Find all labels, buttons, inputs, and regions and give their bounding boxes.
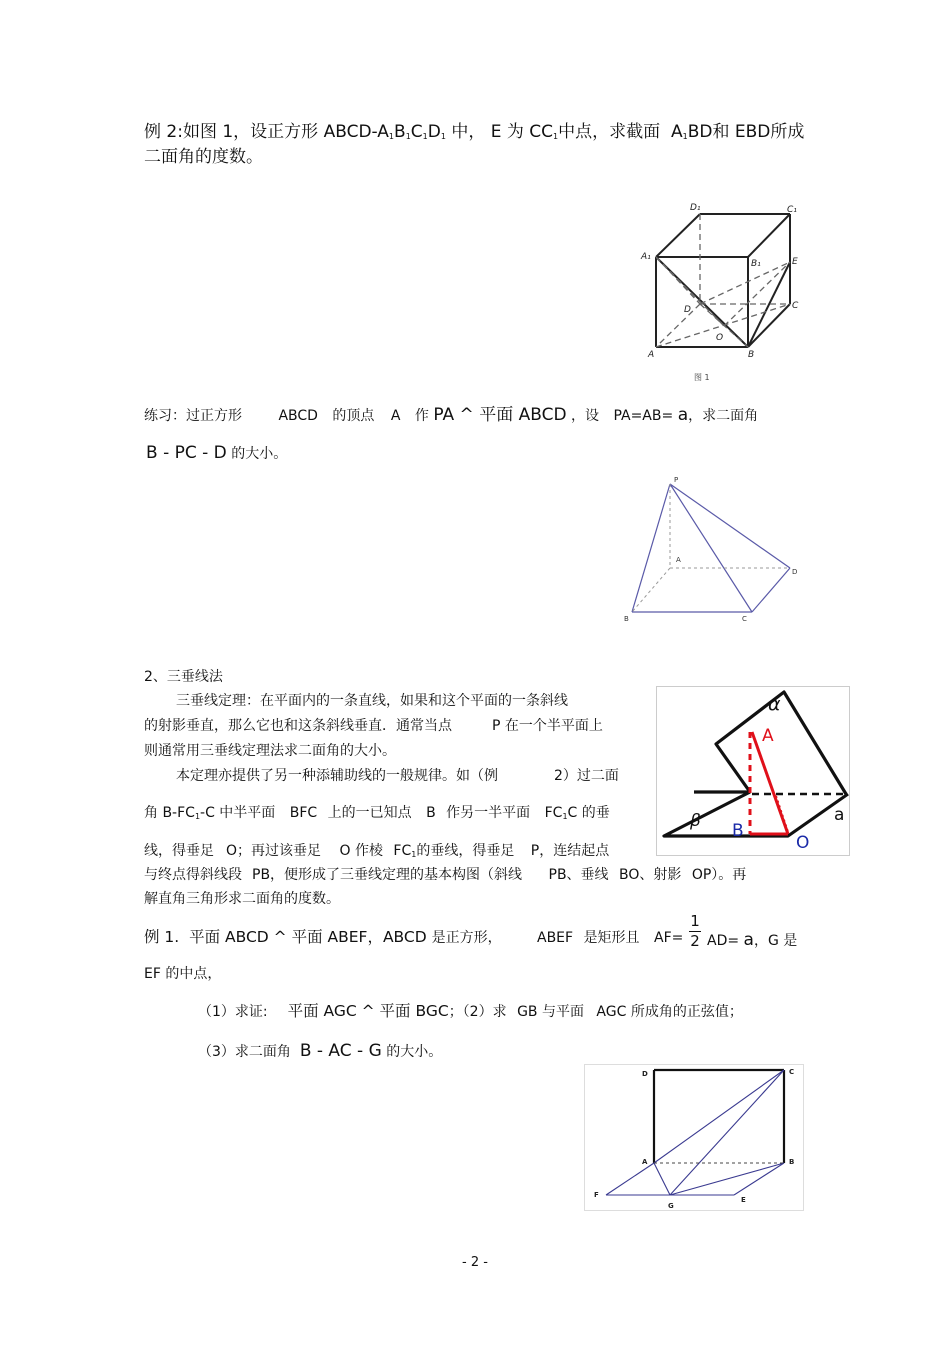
section2-p2-line2: 角 $B-FC_1-C$ 中半平面 BFC 上的一已知点 B 作另一半平面 $FC_1C$ 的垂 <box>144 805 610 821</box>
label-c: C <box>792 301 799 311</box>
label-b: B <box>789 1158 795 1166</box>
label-a: A <box>648 350 655 360</box>
section2-p1-line1: 三垂线定理：在平面内的一条直线，如果和这个平面的一条斜线 <box>176 693 568 709</box>
label-A: A <box>762 726 774 746</box>
label-e: E <box>741 1196 746 1204</box>
label-a1: A₁ <box>641 252 651 262</box>
example1-line1: 例 1. 平面 ABCD ^ 平面 ABEF，ABCD 是正方形， <box>144 928 502 946</box>
label-a: A <box>676 556 681 564</box>
section2-heading: 2、三垂线法 <box>144 669 223 685</box>
exercise-line2: B - PC - D 的大小。 <box>146 443 288 463</box>
label-d1: D₁ <box>690 203 701 213</box>
label-a: a <box>834 805 845 825</box>
label-O: O <box>796 833 810 853</box>
page-number: - 2 - <box>462 1255 488 1270</box>
section2-p1-line2: 的射影垂直，那么它也和这条斜线垂直．通常当点 P 在一个半平面上 <box>144 718 603 734</box>
section2-p2-line5: 解直角三角形求二面角的度数。 <box>144 891 340 907</box>
label-c: C <box>742 615 747 623</box>
label-p: P <box>674 476 679 484</box>
example1-line1-c: AD= a，G 是 <box>707 930 798 950</box>
example1-question1: （1）求证: 平面 AGC ^ 平面 BGC；（2）求 GB 与平面 AGC 所成角的正弦值； <box>198 1002 743 1020</box>
example2-line2: 二面角的度数。 <box>144 147 263 167</box>
pyramid-figure <box>622 476 812 626</box>
label-c: C <box>789 1068 795 1076</box>
label-d: D <box>642 1070 648 1078</box>
label-b: B <box>748 350 755 360</box>
label-o: O <box>716 333 724 343</box>
section2-p2-line1: 本定理亦提供了另一种添辅助线的一般规律。如（例 2）过二面 <box>176 768 619 784</box>
example2-line1: 例 2:如图 1，设正方形 ABCD-$A_1B_1C_1D_1$ 中， E 为 $CC_1$中点，求截面 $A_1BD$和 EBD所成 <box>144 122 805 142</box>
section2-p2-line4: 与终点得斜线段 PB，便形成了三垂线定理的基本构图（斜线 PB、垂线 BO、射影 OP）。再 <box>144 867 747 883</box>
label-f: F <box>594 1191 599 1199</box>
dihedral-figure <box>656 686 850 856</box>
label-b: B <box>624 615 629 623</box>
figure1-caption: 图 1 <box>694 373 710 382</box>
label-b1: B₁ <box>751 259 761 269</box>
label-g: G <box>668 1202 674 1210</box>
exercise-line1: 练习：过正方形 ABCD 的顶点 A 作 PA ^ 平面 ABCD ，设 PA=AB= a，求二面角 <box>144 405 759 425</box>
label-a: A <box>642 1158 648 1166</box>
label-e: E <box>792 257 798 267</box>
example1-line2: EF 的中点， <box>144 966 222 982</box>
label-d: D <box>792 568 798 576</box>
rect-prism-figure <box>584 1064 806 1212</box>
section2-p2-line3: 线，得垂足 O；再过该垂足 O 作棱 $FC_1$的垂线，得垂足 P，连结起点 <box>144 843 610 859</box>
label-beta: β <box>690 811 701 831</box>
cube-figure <box>640 200 810 390</box>
example1-question3: （3）求二面角 B - AC - G 的大小。 <box>198 1041 443 1061</box>
label-B: B <box>732 821 744 841</box>
label-c1: C₁ <box>787 205 797 215</box>
example1-line1-b: ABEF 是矩形且 AF= <box>537 930 684 946</box>
section2-p1-line3: 则通常用三垂线定理法求二面角的大小。 <box>144 743 396 759</box>
label-alpha: α <box>768 693 781 715</box>
fraction-one-half: 1 2 <box>690 912 700 950</box>
label-d: D <box>684 305 691 315</box>
